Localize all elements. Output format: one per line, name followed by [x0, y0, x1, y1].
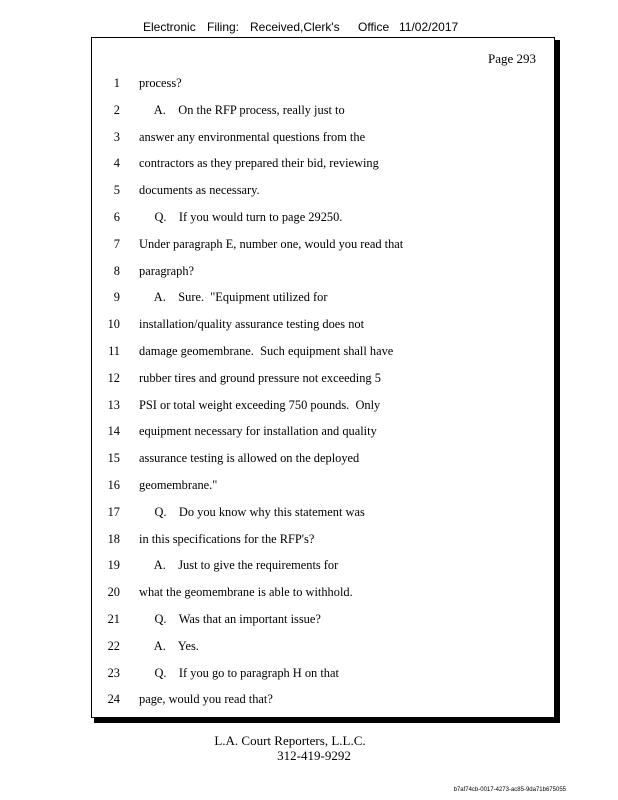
line-text: A. Sure. "Equipment utilized for [139, 290, 328, 305]
line-number: 9 [113, 290, 120, 305]
line-number: 6 [113, 209, 120, 224]
filing-header-word-4: Office [358, 20, 390, 34]
line-text: A. Just to give the requirements for [139, 558, 339, 573]
transcript-line [92, 262, 554, 289]
transcript-line [92, 315, 554, 342]
line-number: 14 [107, 424, 120, 439]
transcript-line [92, 396, 554, 423]
line-number: 24 [107, 692, 120, 707]
line-text: Q. If you go to paragraph H on that [139, 665, 339, 680]
filing-header-word-3: Received,Clerk's [250, 20, 340, 34]
line-text: geomembrane." [139, 477, 218, 492]
transcript-line [92, 690, 554, 717]
transcript-line [92, 181, 554, 208]
line-number: 1 [113, 76, 120, 90]
transcript-body [92, 74, 554, 717]
line-text: Q. Was that an important issue? [139, 611, 321, 626]
line-number: 13 [107, 397, 120, 412]
line-number: 15 [107, 451, 120, 466]
transcript-line [92, 556, 554, 583]
transcript-line [92, 128, 554, 155]
line-number: 3 [113, 129, 120, 144]
transcript-line [92, 476, 554, 503]
line-text: Q. Do you know why this statement was [139, 504, 365, 519]
line-text: paragraph? [139, 263, 195, 278]
line-text: Q. If you would turn to page 29250. [139, 209, 343, 224]
transcript-line [92, 154, 554, 181]
line-text: Under paragraph E, number one, would you read that [139, 236, 404, 251]
transcript-line [92, 288, 554, 315]
filing-header-word-2: Filing: [207, 20, 240, 34]
line-text: installation/quality assurance testing does not [139, 317, 365, 332]
filing-header-date: 11/02/2017 [399, 20, 459, 34]
line-text: contractors as they prepared their bid, reviewing [139, 156, 379, 171]
line-number: 21 [107, 611, 120, 626]
transcript-line [92, 664, 554, 691]
line-number: 19 [107, 558, 120, 573]
transcript-line [92, 235, 554, 262]
line-number: 2 [113, 102, 120, 117]
line-number: 22 [107, 638, 120, 653]
line-text: documents as necessary. [139, 183, 260, 198]
document-id: b7af74cb-0017-4273-ac85-9da71b675055 [453, 787, 566, 793]
line-number: 17 [107, 504, 120, 519]
transcript-line [92, 208, 554, 235]
line-number: 12 [107, 370, 120, 385]
line-text: A. Yes. [139, 638, 199, 653]
transcript-line [92, 610, 554, 637]
line-number: 11 [108, 343, 120, 358]
transcript-line [92, 637, 554, 664]
line-text: what the geomembrane is able to withhold. [139, 585, 353, 600]
line-text: page, would you read that? [139, 692, 273, 707]
transcript-line [92, 449, 554, 476]
line-text: process? [139, 76, 182, 90]
line-text: PSI or total weight exceeding 750 pounds. Only [139, 397, 381, 412]
line-number: 20 [107, 585, 120, 600]
transcript-line [92, 422, 554, 449]
line-text: answer any environmental questions from the [139, 129, 366, 144]
transcript-line [92, 74, 554, 101]
filing-header-word-1: Electronic [143, 20, 196, 34]
line-text: assurance testing is allowed on the deployed [139, 451, 360, 466]
line-number: 16 [107, 477, 120, 492]
footer-phone: 312-419-9292 [277, 748, 351, 763]
transcript-line [92, 101, 554, 128]
line-number: 8 [113, 263, 120, 278]
line-text: in this specifications for the RFP's? [139, 531, 315, 546]
transcript-line [92, 342, 554, 369]
line-number: 23 [107, 665, 120, 680]
line-number: 7 [113, 236, 120, 251]
transcript-line [92, 530, 554, 557]
line-number: 18 [107, 531, 120, 546]
line-text: A. On the RFP process, really just to [139, 102, 345, 117]
footer-firm-name: L.A. Court Reporters, L.L.C. [214, 733, 366, 748]
line-number: 10 [107, 317, 120, 332]
line-text: damage geomembrane. Such equipment shall have [139, 343, 394, 358]
line-text: rubber tires and ground pressure not exceeding 5 [139, 370, 381, 385]
line-number: 4 [113, 156, 120, 171]
transcript-line [92, 583, 554, 610]
line-text: equipment necessary for installation and quality [139, 424, 377, 439]
page-number: Page 293 [487, 51, 536, 66]
filing-header [0, 20, 618, 36]
transcript-line [92, 369, 554, 396]
transcript-line [92, 503, 554, 530]
transcript-page-frame [91, 37, 555, 718]
line-number: 5 [113, 183, 120, 198]
